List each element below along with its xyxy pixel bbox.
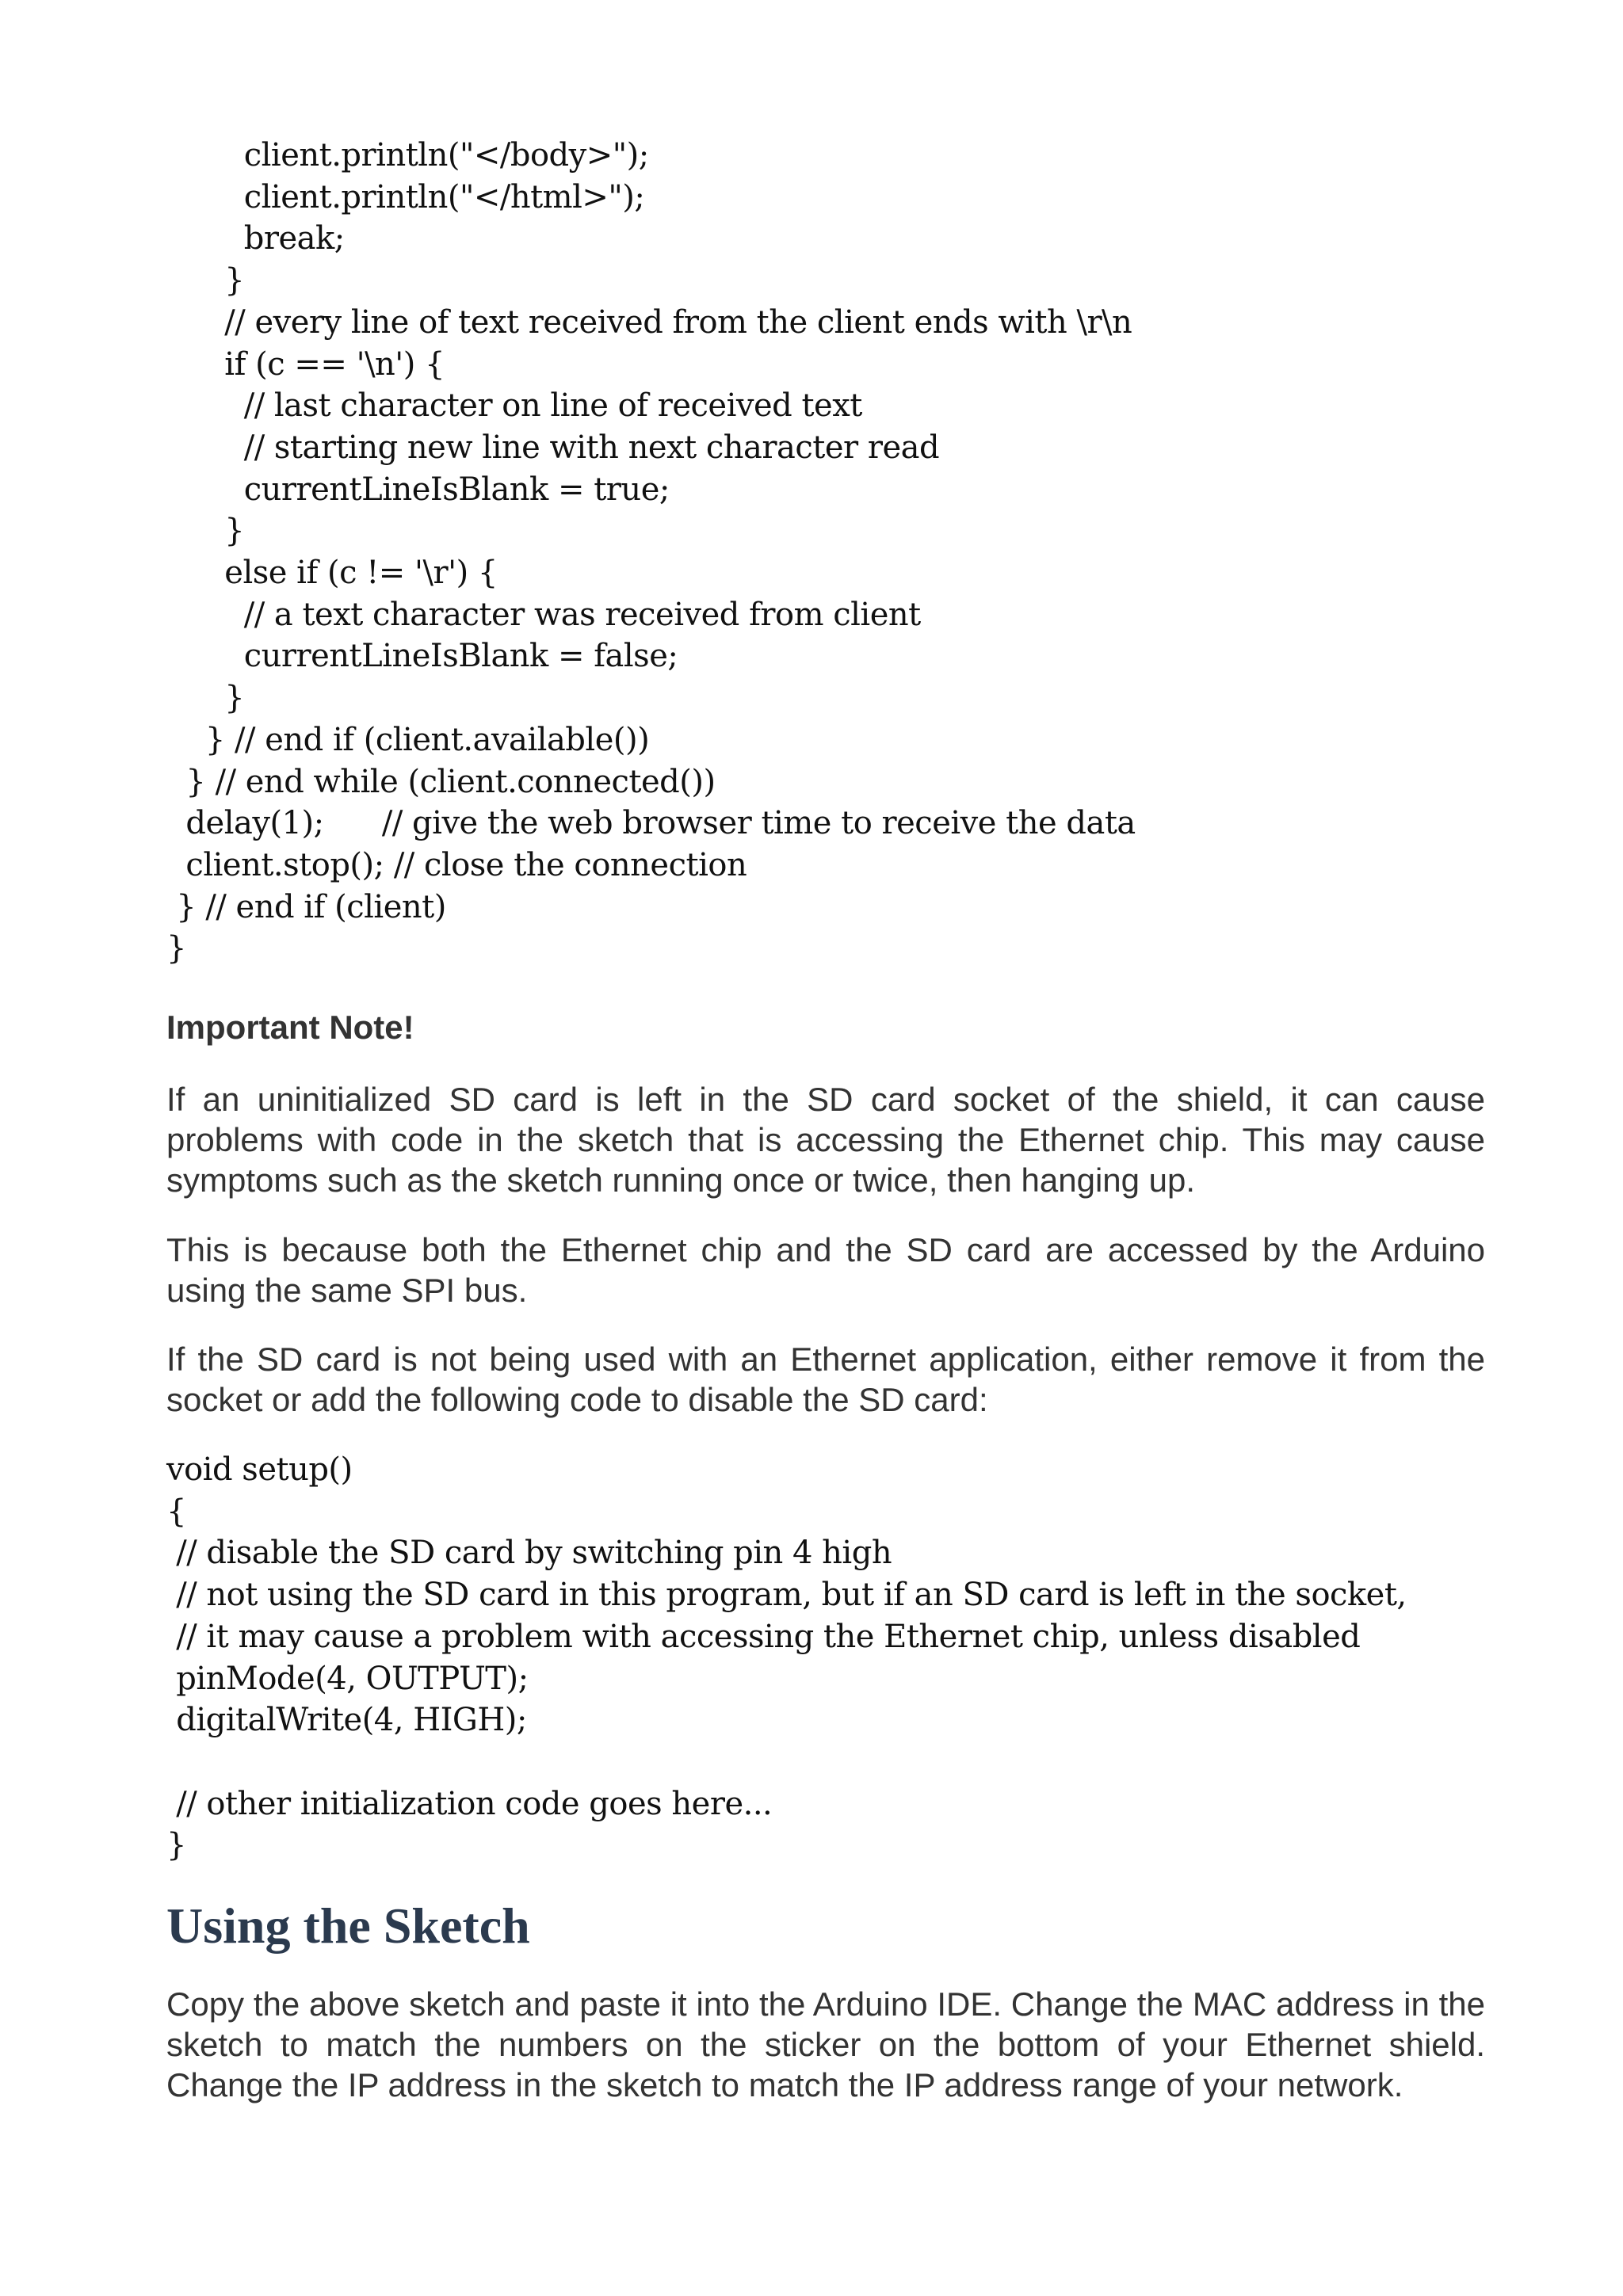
section-title-using-sketch: Using the Sketch	[166, 1897, 530, 1954]
code-line: }	[166, 513, 245, 550]
code-line: // a text character was received from client	[166, 596, 921, 633]
code-line: client.println("</body>");	[166, 137, 649, 174]
code-line: } // end if (client)	[166, 888, 446, 925]
code-line: break;	[166, 220, 345, 257]
note-paragraph-1: If an uninitialized SD card is left in the SD card socket of the shield, it can cause problems with code in the sketch that is accessing the Ethernet chip. This may cause symptoms such as the sketch running once or twice, then hanging up.	[166, 1081, 1485, 1199]
code-block-server-loop	[166, 135, 1136, 970]
code-line	[166, 1741, 1407, 1783]
note-paragraph-3: If the SD card is not being used with an Ethernet application, either remove it from the socket or add the following code to disable the SD card:	[166, 1341, 1485, 1418]
code-line: } // end while (client.connected())	[166, 763, 716, 800]
code-line: currentLineIsBlank = true;	[166, 471, 670, 508]
code-line: // not using the SD card in this program, but if an SD card is left in the socket,	[166, 1577, 1407, 1614]
code-line: pinMode(4, OUTPUT);	[166, 1660, 529, 1697]
code-line: void setup()	[166, 1451, 353, 1488]
code-line: }	[166, 680, 245, 717]
code-line: }	[166, 930, 186, 967]
code-line: } // end if (client.available())	[166, 721, 650, 758]
code-line: // other initialization code goes here...	[166, 1785, 773, 1822]
code-line: digitalWrite(4, HIGH);	[166, 1702, 527, 1739]
code-line: {	[166, 1493, 186, 1530]
code-line: // last character on line of received text	[166, 387, 862, 425]
code-line: // disable the SD card by switching pin 4 high	[166, 1535, 892, 1572]
code-line: // it may cause a problem with accessing the Ethernet chip, unless disabled	[166, 1618, 1361, 1655]
code-line: }	[166, 262, 245, 299]
code-line: }	[166, 1827, 186, 1864]
code-line: // starting new line with next character read	[166, 429, 940, 466]
code-line: client.stop(); // close the connection	[166, 846, 747, 883]
code-line: currentLineIsBlank = false;	[166, 638, 678, 675]
code-line: client.println("</html>");	[166, 178, 645, 215]
note-paragraph-2: This is because both the Ethernet chip and the SD card are accessed by the Arduino using the same SPI bus.	[166, 1231, 1485, 1309]
code-line: delay(1); // give the web browser time to receive the data	[166, 805, 1136, 842]
code-line: if (c == '\n') {	[166, 345, 445, 383]
important-note-heading: Important Note!	[166, 1009, 414, 1046]
using-sketch-paragraph: Copy the above sketch and paste it into the Arduino IDE. Change the MAC address in the sketch to match the numbers on the sticker on the bottom of your Ethernet shield. Change the IP address in the sketch to match the IP address range of your network.	[166, 1985, 1485, 2103]
code-line: // every line of text received from the client ends with \r\n	[166, 303, 1132, 341]
code-block-disable-sd	[166, 1449, 1407, 1867]
code-line: else if (c != '\r') {	[166, 555, 498, 592]
